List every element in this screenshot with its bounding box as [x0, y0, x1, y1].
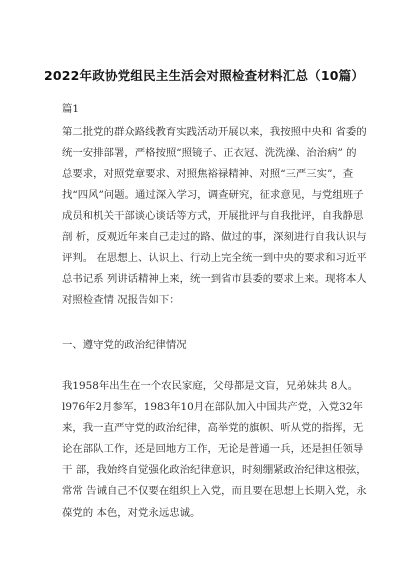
intro-line: 剖 析，反观近年来自己走过的路、做过的事，深刻进行自我认识与: [62, 231, 367, 243]
intro-line: 统一安排部署，严格按照“照镜子、正衣冠、洗洗澡、治治病” 的: [62, 147, 357, 159]
section-line: 我1958年出生在一个农民家庭，父母都是文盲，兄弟妹共 8人。: [62, 380, 359, 392]
intro-line: 对照检查情 况报告如下：: [62, 294, 180, 306]
part-label: 篇1: [62, 103, 80, 115]
intro-line: 找“四风”问题。通过深入学习，调查研究，征求意见，与党组班子: [62, 189, 364, 201]
section-line: 论在部队工作，还是回地方工作，无论是普通一兵，还是担任领导: [62, 443, 364, 455]
intro-line: 评判。 在思想上、认识上、行动上完全统一到中央的要求和习近平: [62, 252, 367, 264]
section-line: 常常 告诫自己不仅要在组织上入党，而且要在思想上长期入党，永: [62, 485, 367, 497]
document-title: 2022年政协党组民主生活会对照检查材料汇总（10篇）: [43, 68, 365, 83]
section-line: 来，我一直严守党的政治纪律，高举党的旗帜、听从党的指挥，无: [62, 422, 364, 434]
section-line: 干 部，我始终自觉强化政治纪律意识，时刻绷紧政治纪律这根弦，: [62, 464, 367, 476]
intro-line: 总要求，对照党章要求、对照焦裕禄精神、对照“三严三实”，查: [62, 168, 354, 180]
intro-line: 成员和机关干部谈心谈话等方式，开展批评与自我批评，自我静思: [62, 210, 364, 222]
intro-line: 第二批党的群众路线教育实践活动开展以来，我按照中央和 省委的: [62, 126, 367, 138]
section-line: l976年2月参军，1983年10月在部队加入中国共产党，入党32年: [62, 401, 363, 413]
intro-line: 总书记系 列讲话精神上来，统一到省市县委的要求上来。现将本人: [62, 273, 367, 285]
section-line: 葆党的 本色，对党永远忠诚。: [62, 507, 201, 519]
section-heading: 一、遵守党的政治纪律情况: [62, 339, 187, 351]
